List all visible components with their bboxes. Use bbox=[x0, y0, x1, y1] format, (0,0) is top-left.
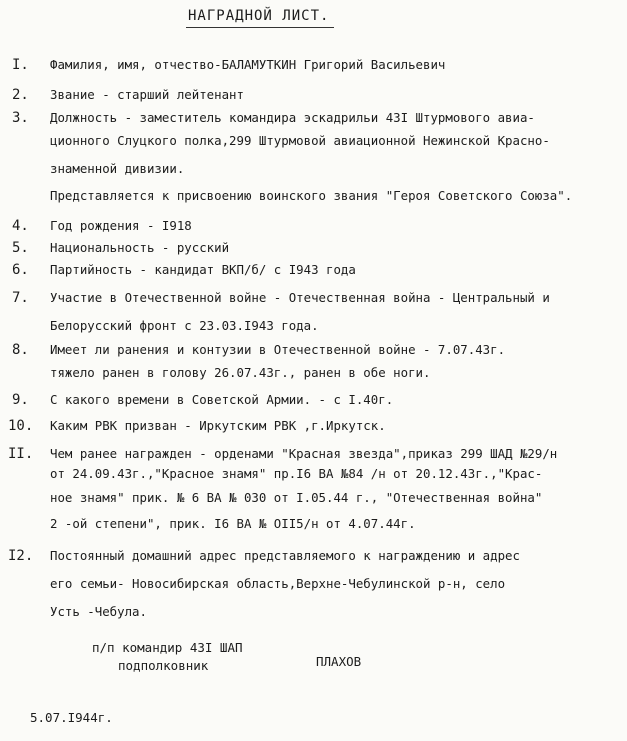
item-line: Год рождения - I918 bbox=[50, 218, 192, 233]
item-line: ционного Слуцкого полка,299 Штурмовой авиационной Нежинской Красно- bbox=[50, 133, 550, 148]
title-underline bbox=[186, 27, 334, 28]
item-number: 3. bbox=[12, 110, 29, 126]
document-title: НАГРАДНОЙ ЛИСТ. bbox=[188, 8, 330, 24]
item-line: Чем ранее награжден - орденами "Красная звезда",приказ 299 ШАД №29/н bbox=[50, 446, 558, 461]
item-line: Постоянный домашний адрес представляемого к награждению и адрес bbox=[50, 548, 520, 563]
item-number: 10. bbox=[8, 418, 34, 434]
signature-rank: подполковник bbox=[118, 658, 209, 673]
item-line: 2 -ой степени", прик. I6 ВА № OII5/н от 4.07.44г. bbox=[50, 516, 416, 531]
item-number: 6. bbox=[12, 262, 29, 278]
item-line: тяжело ранен в голову 26.07.43г., ранен в обе ноги. bbox=[50, 365, 431, 380]
item-line: ное знамя" прик. № 6 ВА № 030 от I.05.44 г., "Отечественная война" bbox=[50, 490, 543, 505]
item-number: I. bbox=[12, 57, 29, 73]
item-number: 2. bbox=[12, 87, 29, 103]
item-line: знаменной дивизии. bbox=[50, 161, 185, 176]
item-line: Национальность - русский bbox=[50, 240, 230, 255]
item-number: 5. bbox=[12, 240, 29, 256]
item-number: 9. bbox=[12, 392, 29, 408]
item-line: Участие в Отечественной войне - Отечественная война - Центральный и bbox=[50, 290, 550, 305]
item-line: Усть -Чебула. bbox=[50, 604, 147, 619]
item-line: Звание - старший лейтенант bbox=[50, 87, 244, 102]
signature-title: п/п командир 43I ШАП bbox=[92, 640, 243, 655]
item-number: 8. bbox=[12, 342, 29, 358]
nomination-line: Представляется к присвоению воинского звания "Героя Советского Союза". bbox=[50, 188, 573, 203]
item-number: 4. bbox=[12, 218, 29, 234]
item-line: Каким РВК призван - Иркутским РВК ,г.Иркутск. bbox=[50, 418, 386, 433]
item-line: от 24.09.43г.,"Красное знамя" пр.I6 ВА №84 /н от 20.12.43г.,"Крас- bbox=[50, 466, 543, 481]
item-line: Имеет ли ранения и контузии в Отечественной войне - 7.07.43г. bbox=[50, 342, 506, 357]
item-line: Партийность - кандидат ВКП/б/ с I943 года bbox=[50, 262, 356, 277]
item-line: Белорусский фронт с 23.03.I943 года. bbox=[50, 318, 319, 333]
item-line: С какого времени в Советской Армии. - с I.40г. bbox=[50, 392, 394, 407]
item-number: I2. bbox=[8, 548, 34, 564]
item-line: его семьи- Новосибирская область,Верхне-Чебулинской р-н, село bbox=[50, 576, 506, 591]
item-line: Должность - заместитель командира эскадрильи 43I Штурмового авиа- bbox=[50, 110, 535, 125]
signature-name: ПЛАХОВ bbox=[316, 654, 362, 669]
item-line: Фамилия, имя, отчество-БАЛАМУТКИН Григорий Васильевич bbox=[50, 57, 446, 72]
item-number: II. bbox=[8, 446, 34, 462]
item-number: 7. bbox=[12, 290, 29, 306]
document-date: 5.07.I944г. bbox=[30, 710, 113, 725]
